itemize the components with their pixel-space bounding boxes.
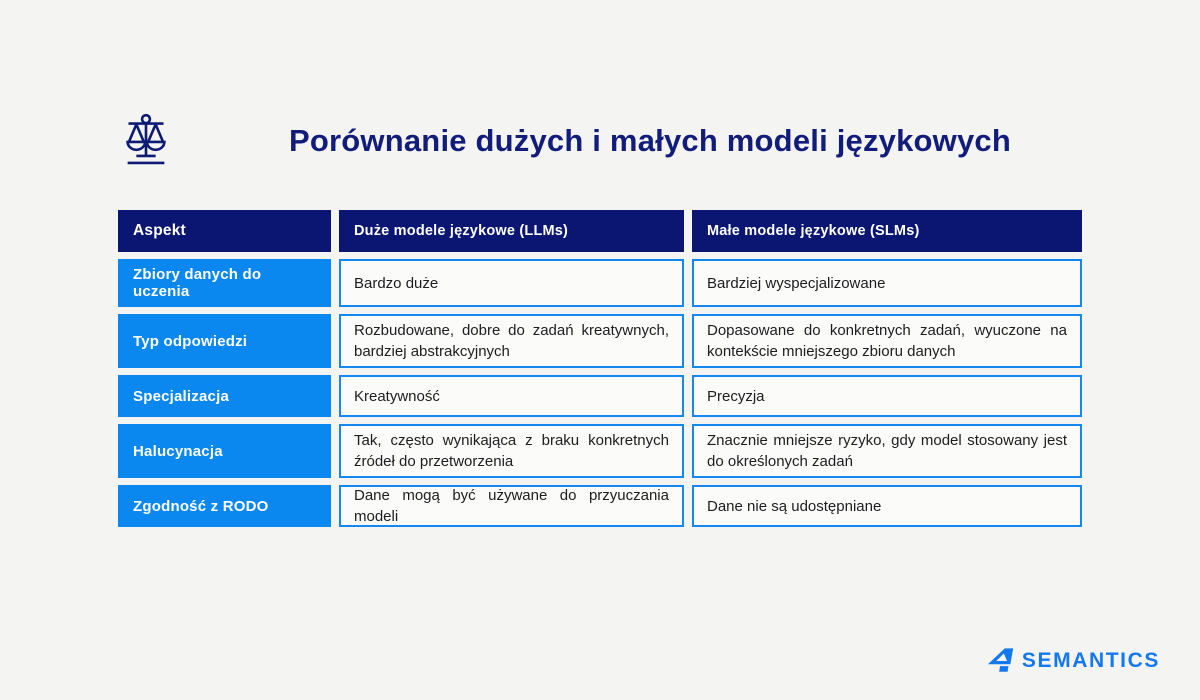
table-cell-slm-5 (692, 485, 1082, 527)
cell-text: Bardziej wyspecjalizowane (707, 274, 886, 292)
table-cell-llm-2 (339, 314, 684, 368)
table-cell-llm-4 (339, 424, 684, 478)
cell-text: Kreatywność (354, 387, 440, 405)
scales-of-justice-icon (118, 110, 174, 172)
table-cell-slm-3 (692, 375, 1082, 417)
column-header-slm: Małe modele językowe (SLMs) (692, 210, 1082, 252)
row-label-typ-odpowiedzi: Typ odpowiedzi (118, 314, 331, 368)
cell-text: Dane mogą być używane do przyuczania modeli (354, 487, 669, 525)
column-header-aspekt: Aspekt (118, 210, 331, 252)
slide-header (118, 110, 1082, 172)
table-cell-llm-1 (339, 259, 684, 307)
row-label-halucynacja: Halucynacja (118, 424, 331, 478)
row-label-zgodnosc-rodo: Zgodność z RODO (118, 485, 331, 527)
cell-text: Znacznie mniejsze ryzyko, gdy model stosowany jest do określonych zadań (707, 432, 1067, 470)
table-cell-llm-5 (339, 485, 684, 527)
comparison-table (118, 210, 1082, 527)
cell-text: Bardzo duże (354, 274, 439, 292)
brand-logo (986, 648, 1160, 673)
cell-text: Tak, często wynikająca z braku konkretnych źródeł do przetworzenia (354, 432, 669, 470)
cell-text: Dopasowane do konkretnych zadań, wyuczone na kontekście mniejszego zbioru danych (707, 322, 1067, 360)
cell-text: Precyzja (707, 387, 765, 405)
logo-4-icon (986, 648, 1016, 673)
row-label-specjalizacja: Specjalizacja (118, 375, 331, 417)
cell-text: Dane nie są udostępniane (707, 497, 882, 515)
table-cell-slm-2 (692, 314, 1082, 368)
row-label-zbiory-danych: Zbiory danych do uczenia (118, 259, 331, 307)
page-title: Porównanie dużych i małych modeli językowych (289, 123, 1011, 158)
cell-text: Rozbudowane, dobre do zadań kreatywnych, bardziej abstrakcyjnych (354, 322, 669, 360)
column-header-llm: Duże modele językowe (LLMs) (339, 210, 684, 252)
brand-name: SEMANTICS (1021, 648, 1160, 672)
table-cell-slm-4 (692, 424, 1082, 478)
table-cell-slm-1 (692, 259, 1082, 307)
table-cell-llm-3 (339, 375, 684, 417)
